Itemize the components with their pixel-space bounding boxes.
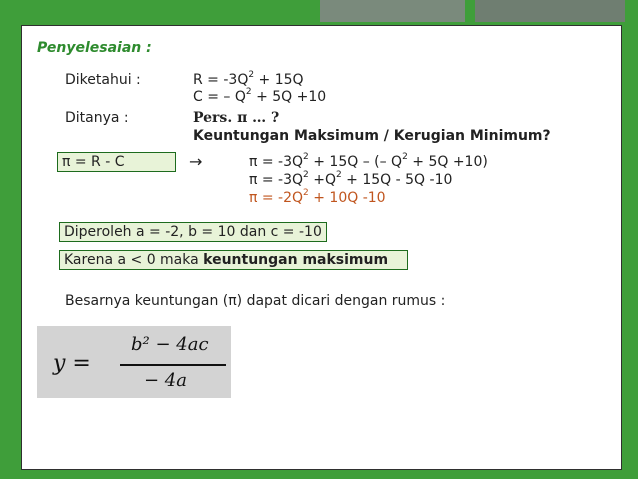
known-revenue: $R = -3Q^2 + 15Q$ [193, 70, 304, 88]
condition-box: Karena a < 0 maka keuntungan maksimum [59, 250, 408, 270]
formula-lhs: y = [53, 351, 91, 376]
known-cost: C = – $Q^2 + 5Q +10$ [193, 87, 327, 105]
arrow-icon: → [189, 152, 203, 171]
profit-definition-box: π = R - C [57, 152, 176, 172]
coefficients-box: Diperoleh a = -2, b = 10 dan c = -10 [59, 222, 327, 242]
profit-formula [37, 326, 231, 398]
asked-line-1: Pers. π … ? [193, 110, 280, 126]
heading: Penyelesaian : [37, 40, 152, 56]
known-label: Diketahui : [65, 72, 141, 88]
asked-label: Ditanya : [65, 110, 129, 126]
derivation-line-2: $\pi = -3Q^2 +Q^2 + 15Q - 5Q$ -10 [249, 170, 453, 188]
fraction-bar [120, 364, 226, 366]
asked-line-2: Keuntungan Maksimum / Kerugian Minimum? [193, 128, 551, 144]
derivation-line-3: $\pi = -2Q^2 + 10Q$ -10 [249, 188, 386, 206]
slide-content [21, 25, 622, 470]
header-decor-block-1 [320, 0, 465, 22]
formula-intro: Besarnya keuntungan (π) dapat dicari dengan rumus : [65, 293, 446, 309]
derivation-line-1: $\pi = -3Q^2 + 15Q$ – (– $Q^2 + 5Q +10$) [249, 152, 488, 170]
formula-numerator: b² − 4ac [131, 334, 209, 355]
header-decor-block-2 [475, 0, 625, 22]
formula-denominator: − 4a [144, 370, 187, 391]
